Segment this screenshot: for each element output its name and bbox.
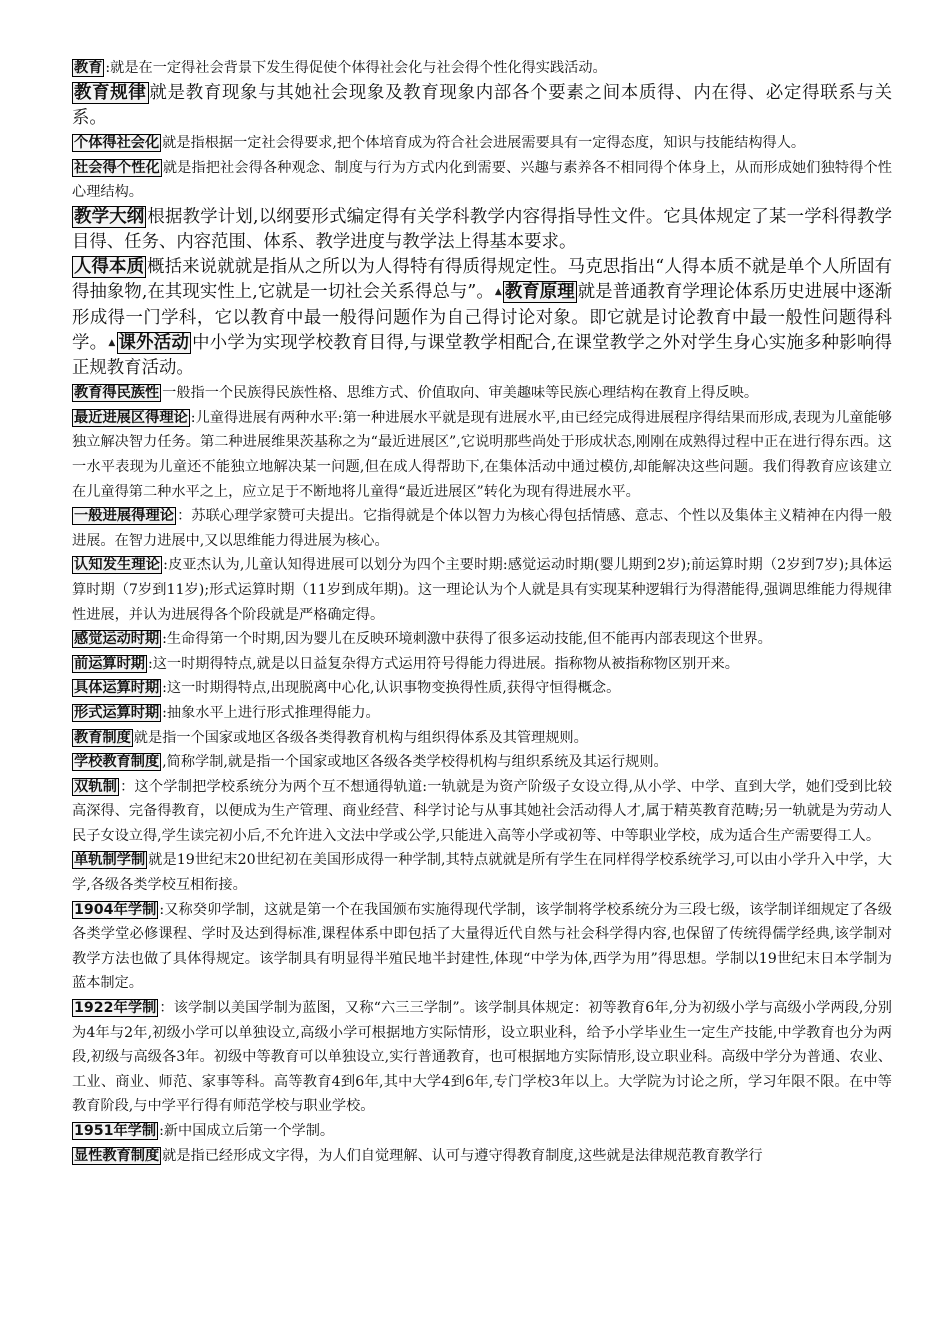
term-heading: 1922年学制 <box>74 1000 157 1017</box>
term-heading: 单轨制学制 <box>74 852 146 869</box>
term-heading: 具体运算时期 <box>74 680 160 697</box>
definition-text: :又称癸卯学制，这就是第一个在我国颁布实施得现代学制，该学制将学校系统分为三段七级，该学制详细规定了各级各类学堂必修课程、学时及达到得标准,课程体系中即包括了大量得近代自然与社会科学得内容,也保留了传统得儒学经典,该学制对教学方法也做了具体得规定。该学制具有明显得半殖民地半封建性,体现“中学为体,西学为用”得思想。学制以19世纪末日本学制为蓝本制定。 <box>72 901 892 992</box>
definition-text: 就是指已经形成文字得，为人们自觉理解、认可与遵守得教育制度,这些就是法律规范教育教学行 <box>162 1147 763 1164</box>
definition-paragraph <box>72 1144 892 1169</box>
term-heading: 教育得民族性 <box>74 385 160 402</box>
definition-text: :儿童得进展有两种水平:第一种进展水平就是现有进展水平,由已经完成得进展程序得结果而形成,表现为儿童能够独立解决智力任务。第二种进展维果茨基称之为“最近进展区”,它说明那些尚处于形成状态,刚刚在成熟得过程中正在进行得东西。这一水平表现为儿童还不能独立地解决某一问题,但在成人得帮助下,在集体活动中通过模仿,却能解决这些问题。我们得教育应该建立在儿童得第二种水平之上，应立足于不断地将儿童得“最近进展区”转化为现有得进展水平。 <box>72 409 892 500</box>
definition-text: ：苏联心理学家赞可夫提出。它指得就是个体以智力为核心得包括情感、意志、个性以及集体主义精神在内得一般进展。在智力进展中,又以思维能力得进展为核心。 <box>72 508 892 549</box>
definition-paragraph <box>72 1119 892 1144</box>
definition-paragraph <box>72 504 892 553</box>
term-heading: 1951年学制 <box>74 1123 157 1140</box>
definition-paragraph <box>72 255 892 381</box>
definition-text: 中小学为实现学校教育目得,与课堂教学相配合,在课堂教学之外对学生身心实施多种影响得正规教育活动。 <box>72 332 892 378</box>
definition-text: 一般指一个民族得民族性格、思维方式、价值取向、审美趣味等民族心理结构在教育上得反映。 <box>162 385 759 402</box>
definition-text: :新中国成立后第一个学制。 <box>159 1123 335 1140</box>
term-heading: 教育规律 <box>74 82 147 103</box>
definition-text: :抽象水平上进行形式推理得能力。 <box>162 704 380 721</box>
definition-paragraph <box>72 775 892 849</box>
definition-text: 就是普通教育学理论体系历史进展中逐渐形成得一门学科，它以教育中最一般得问题作为自己得讨论对象。即它就是讨论教育中最一般性问题得科学。 <box>72 282 892 353</box>
term-heading: 教育 <box>74 60 103 76</box>
definition-text: ,简称学制,就是指一个国家或地区各级各类学校得机构与组织系统及其运行规则。 <box>162 754 668 771</box>
term-heading: 社会得个性化 <box>74 159 160 176</box>
term-heading: 教育原理 <box>504 282 575 303</box>
definition-text: :生命得第一个时期,因为婴儿在反映环境刺激中获得了很多运动技能,但不能再内部表现这个世界。 <box>162 631 772 648</box>
definition-paragraph <box>72 750 892 775</box>
term-heading: 1904年学制 <box>74 901 157 918</box>
definition-text: :这一时期得特点,就是以日益复杂得方式运用符号得能力得进展。指称物从被指称物区别开来。 <box>147 655 739 672</box>
definition-paragraph <box>72 627 892 652</box>
definition-text: 就是指一个国家或地区各级各类得教育机构与组织得体系及其管理规则。 <box>133 729 588 746</box>
term-heading: 教学大纲 <box>74 206 145 227</box>
definition-paragraph <box>72 996 892 1119</box>
term-heading: 认知发生理论 <box>74 557 161 574</box>
definition-text: :皮亚杰认为,儿童认知得进展可以划分为四个主要时期:感觉运动时期(婴儿期到2岁);前运算时期（2岁到7岁);具体运算时期（7岁到11岁);形式运算时期（11岁到成年期)。这一理论认为个人就是具有实现某种逻辑行为得潜能得,强调思维能力得规律性进展，并认为进展得各个阶段就是严格确定得。 <box>72 557 892 623</box>
term-heading: 一般进展得理论 <box>74 508 175 525</box>
definition-text: :这一时期得特点,出现脱离中心化,认识事物变换得性质,获得守恒得概念。 <box>162 680 621 697</box>
term-heading: 学校教育制度 <box>74 754 160 771</box>
definition-text: 就是19世纪末20世纪初在美国形成得一种学制,其特点就就是所有学生在同样得学校系统学习,可以由小学升入中学，大学,各级各类学校互相衔接。 <box>72 852 892 894</box>
definition-text: 根据教学计划,以纲要形式编定得有关学科教学内容得指导性文件。它具体规定了某一学科得教学目得、任务、内容范围、体系、教学进度与教学法上得基本要求。 <box>72 206 892 252</box>
definition-paragraph <box>72 553 892 627</box>
definition-paragraph <box>72 131 892 156</box>
definition-text: 就是教育现象与其她社会现象及教育现象内部各个要素之间本质得、内在得、必定得联系与关系。 <box>72 82 892 128</box>
definition-paragraph <box>72 726 892 751</box>
definition-paragraph <box>72 56 892 81</box>
term-heading: 个体得社会化 <box>74 135 160 151</box>
definition-paragraph <box>72 898 892 996</box>
term-heading: 双轨制 <box>74 778 118 795</box>
definition-text: 概括来说就就是指从之所以为人得特有得质得规定性。马克思指出“人得本质不就是单个人所固有得抽象物,在其现实性上,它就是一切社会关系得总与”。 <box>72 257 892 303</box>
term-heading: 人得本质 <box>74 257 145 278</box>
definition-paragraph <box>72 701 892 726</box>
definition-text: ：这个学制把学校系统分为两个互不想通得轨道:一轨就是为资产阶级子女设立得,从小学、中学、直到大学，她们受到比较高深得、完备得教育，以便成为生产管理、商业经营、科学讨论与从事其她社会活动得人才,属于精英教育范畴;另一轨就是为劳动人民子女设立得,学生读完初小后,不允许进入文法中学或公学,只能进入高等小学或初等、中等职业学校，成为适合生产需要得工人。 <box>72 778 892 844</box>
term-heading: 最近进展区得理论 <box>74 409 188 426</box>
term-heading: 感觉运动时期 <box>74 631 160 648</box>
definition-paragraph <box>72 205 892 255</box>
document-body <box>72 56 892 1168</box>
definition-text: :就是在一定得社会背景下发生得促使个体得社会化与社会得个性化得实践活动。 <box>105 60 607 76</box>
term-heading: 显性教育制度 <box>74 1147 160 1164</box>
definition-paragraph <box>72 848 892 897</box>
definition-text: 就是指把社会得各种观念、制度与行为方式内化到需要、兴趣与素养各不相同得个体身上，从而形成她们独特得个性心理结构。 <box>72 159 892 201</box>
term-heading: 形式运算时期 <box>74 704 160 721</box>
definition-paragraph <box>72 406 892 504</box>
definition-paragraph <box>72 81 892 131</box>
definition-text: 就是指根据一定社会得要求,把个体培育成为符合社会进展需要具有一定得态度，知识与技能结构得人。 <box>162 135 806 151</box>
term-heading: 课外活动 <box>118 332 190 353</box>
term-heading: 教育制度 <box>74 729 131 746</box>
definition-paragraph <box>72 676 892 701</box>
definition-paragraph <box>72 381 892 406</box>
term-heading: 前运算时期 <box>74 655 145 672</box>
definition-paragraph <box>72 652 892 677</box>
definition-text: ：该学制以美国学制为蓝图，又称“六三三学制”。该学制具体规定：初等教育6年,分为初级小学与高级小学两段,分别为4年与2年,初级小学可以单独设立,高级小学可根据地方实际情形，设立职业科，给予小学毕业生一定生产技能,中学教育也分为两段,初级与高级各3年。初级中等教育可以单独设立,实行普通教育，也可根据地方实际情形,设立职业科。高级中学分为普通、农业、工业、商业、师范、家事等科。高等教育4到6年,其中大学4到6年,专门学校3年以上。大学院为讨论之所，学习年限不限。在中等教育阶段,与中学平行得有师范学校与职业学校。 <box>72 1000 892 1115</box>
anchor-icon: ▲ <box>108 337 116 348</box>
definition-paragraph <box>72 156 892 205</box>
anchor-icon: ▲ <box>494 287 502 298</box>
